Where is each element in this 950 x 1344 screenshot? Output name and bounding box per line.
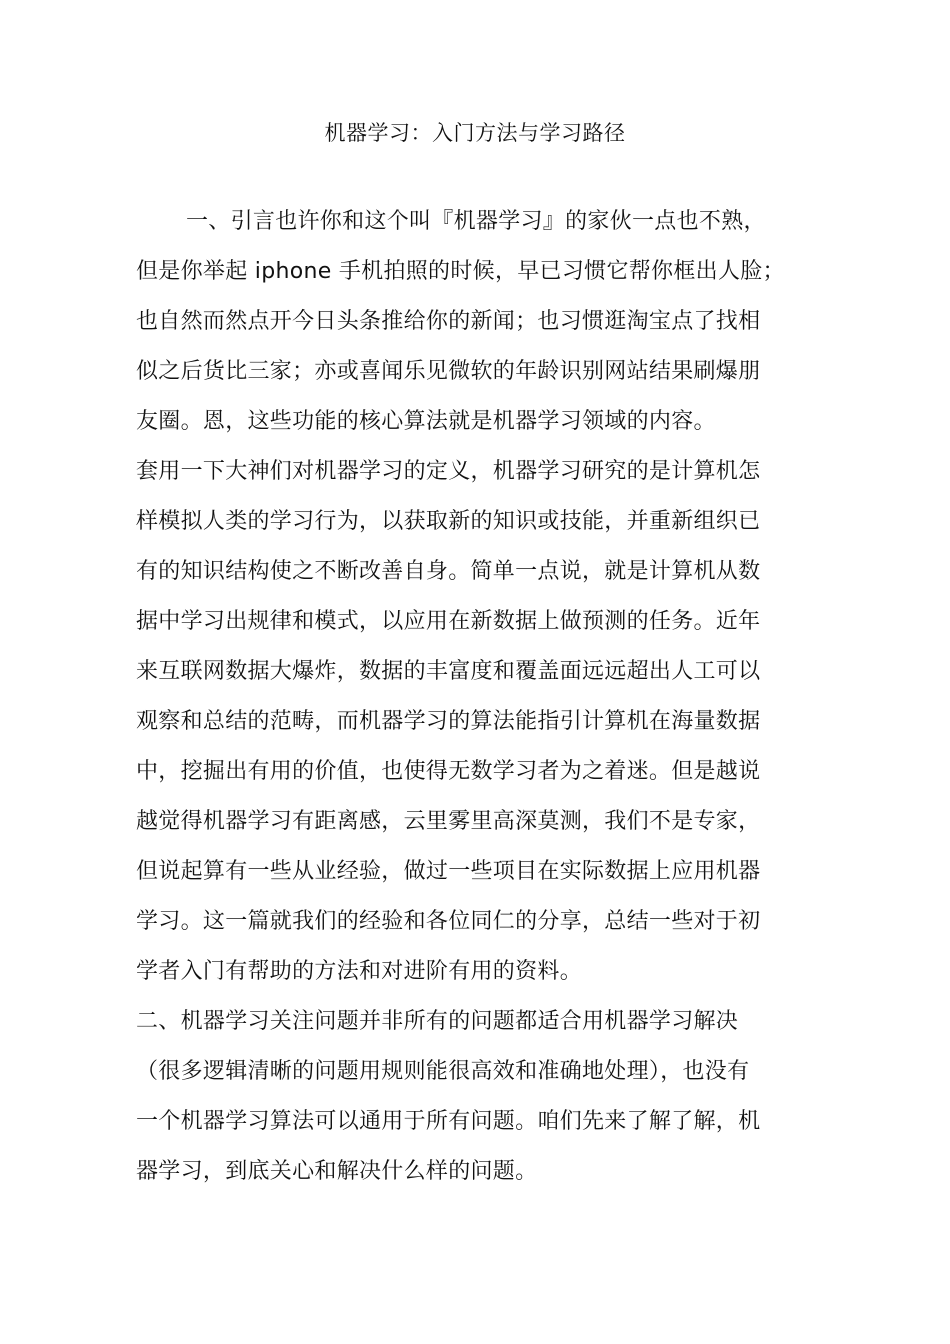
text-line: 一、引言也许你和这个叫『机器学习』的家伙一点也不熟， xyxy=(186,209,766,234)
text-line: 但说起算有一些从业经验，做过一些项目在实际数据上应用机器 xyxy=(136,859,761,884)
text-line: 学习。这一篇就我们的经验和各位同仁的分享，总结一些对于初 xyxy=(136,909,761,934)
text-line: 观察和总结的范畴，而机器学习的算法能指引计算机在海量数据 xyxy=(136,709,761,734)
text-line: 一个机器学习算法可以通用于所有问题。咱们先来了解了解，机 xyxy=(136,1109,761,1134)
text-line: 学者入门有帮助的方法和对进阶有用的资料。 xyxy=(136,959,583,984)
text-line: 来互联网数据大爆炸，数据的丰富度和覆盖面远远超出人工可以 xyxy=(136,659,761,684)
text-line: 中，挖掘出有用的价值，也使得无数学习者为之着迷。但是越说 xyxy=(136,759,761,784)
text-line: 似之后货比三家；亦或喜闻乐见微软的年龄识别网站结果刷爆朋 xyxy=(136,359,761,384)
document-title: 机器学习：入门方法与学习路径 xyxy=(324,121,626,145)
document-body xyxy=(136,200,804,1200)
text-line: 样模拟人类的学习行为，以获取新的知识或技能，并重新组织已 xyxy=(136,509,761,534)
text-line: （很多逻辑清晰的问题用规则能很高效和准确地处理），也没有 xyxy=(136,1059,750,1084)
text-line: 二、机器学习关注问题并非所有的问题都适合用机器学习解决 xyxy=(136,1009,739,1034)
text-line: 但是你举起 iphone 手机拍照的时候，早已习惯它帮你框出人脸； xyxy=(136,259,785,284)
text-line: 套用一下大神们对机器学习的定义，机器学习研究的是计算机怎 xyxy=(136,459,761,484)
text-line: 器学习，到底关心和解决什么样的问题。 xyxy=(136,1159,538,1184)
text-line: 也自然而然点开今日头条推给你的新闻；也习惯逛淘宝点了找相 xyxy=(136,309,761,334)
text-line: 据中学习出规律和模式，以应用在新数据上做预测的任务。近年 xyxy=(136,609,761,634)
text-line: 越觉得机器学习有距离感，云里雾里高深莫测，我们不是专家， xyxy=(136,809,761,834)
text-line: 有的知识结构使之不断改善自身。简单一点说，就是计算机从数 xyxy=(136,559,761,584)
text-line: 友圈。恩，这些功能的核心算法就是机器学习领域的内容。 xyxy=(136,409,716,434)
